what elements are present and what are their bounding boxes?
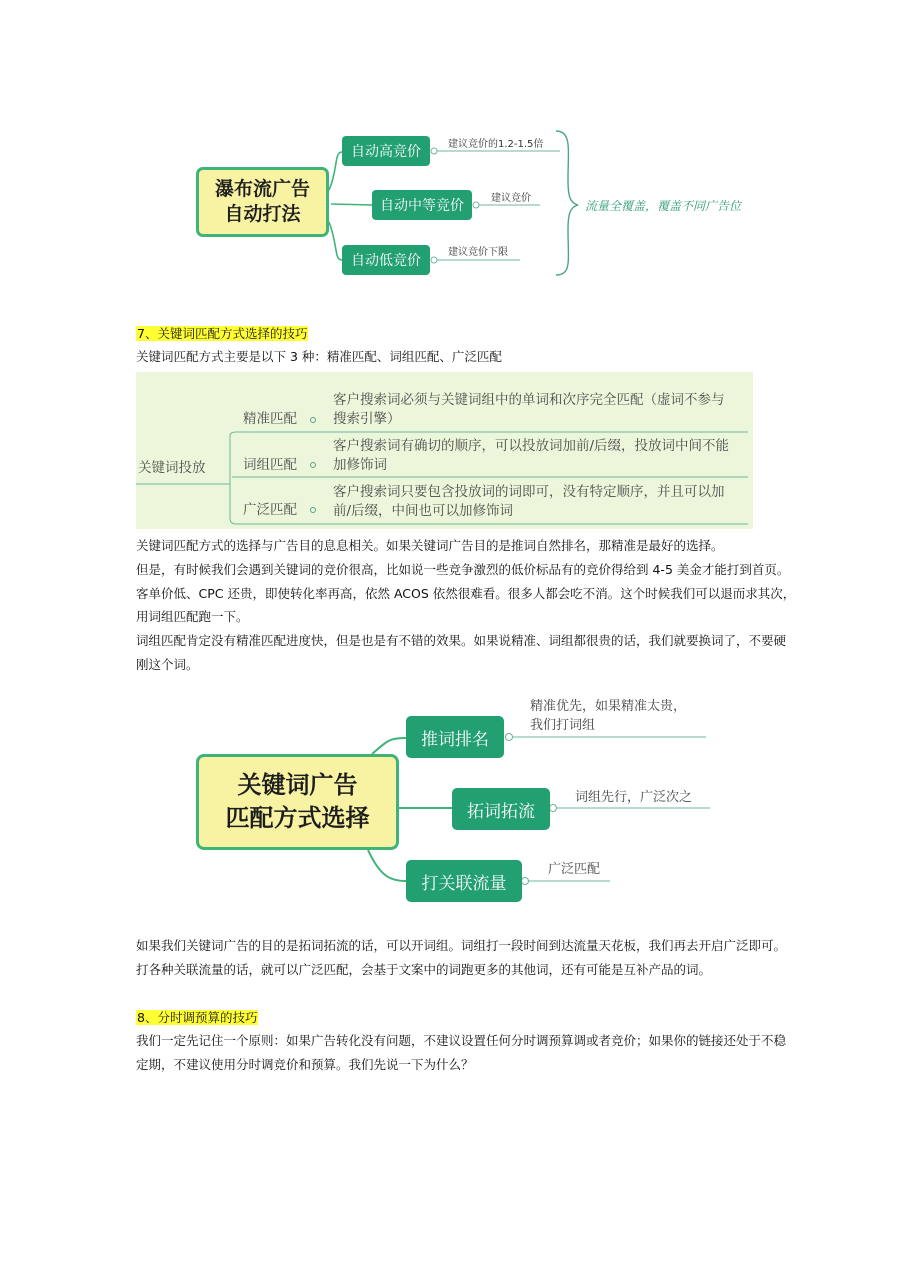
match-desc-broad-line2: 前/后缀，中间也可以加修饰词 <box>333 503 514 519</box>
diagram2-node-rank-label: 推词排名 <box>421 729 489 750</box>
paragraph-line: 刚这个词。 <box>136 657 199 672</box>
diagram1-node-mid-label: 自动中等竞价 <box>380 198 464 214</box>
paragraph-line: 关键词匹配方式的选择与广告目的息息相关。如果关键词广告目的是推词自然排名，那精准是最好的选择。 <box>136 538 724 553</box>
match-type-phrase: 词组匹配 <box>243 457 297 473</box>
diagram1-node-low-label: 自动低竞价 <box>351 253 421 269</box>
paragraph-line: 打各种关联流量的话，就可以广泛匹配，会基于文案中的词跑更多的其他词，还有可能是互补产品的词。 <box>136 962 712 977</box>
diagram1-note-high: 建议竞价的1.2-1.5倍 <box>448 139 544 150</box>
diagram1-node-high-label: 自动高竞价 <box>351 144 421 160</box>
diagram1-summary: 流量全覆盖，覆盖不同广告位 <box>585 199 742 213</box>
match-desc-exact-line1: 客户搜索词必须与关键词组中的单词和次序完全匹配（虚词不参与 <box>333 392 725 408</box>
diagram2-node-related-label: 打关联流量 <box>421 873 507 894</box>
section8-heading <box>136 1008 258 1028</box>
diagram1-note-low: 建议竞价下限 <box>448 247 508 258</box>
match-desc-exact-line2: 搜索引擎） <box>333 411 401 427</box>
diagram2-root-line2: 匹配方式选择 <box>225 804 370 832</box>
paragraph-line: 定期，不建议使用分时调竞价和预算。我们先说一下为什么？ <box>136 1057 474 1072</box>
paragraph-line: 我们一定先记住一个原则：如果广告转化没有问题，不建议设置任何分时调预算调或者竞价；如果你的链接还处于不稳 <box>136 1033 787 1048</box>
diagram2-note-rank-line1: 精准优先，如果精准太贵， <box>530 699 687 714</box>
match-type-broad: 广泛匹配 <box>243 502 297 518</box>
diagram2-root-line1: 关键词广告 <box>237 771 358 799</box>
paragraph-line: 如果我们关键词广告的目的是拓词拓流的话，可以开词组。词组打一段时间到达流量天花板，我们再去开启广泛即可。 <box>136 938 787 953</box>
section8-heading-text: 8、分时调预算的技巧 <box>137 1010 258 1025</box>
paragraph-line: 但是，有时候我们会遇到关键词的竞价很高，比如说一些竞争激烈的低价标品有的竞价得给到 4-5 美金才能打到首页。 <box>136 562 790 577</box>
diagram2-node-rank <box>406 716 504 758</box>
diagram2-note-rank-line2: 我们打词组 <box>530 718 596 733</box>
diagram2-root <box>196 754 399 850</box>
diagram2-node-expand <box>452 788 550 830</box>
paragraph-line: 客单价低、CPC 还贵，即使转化率再高，依然 ACOS 依然很难看。很多人都会吃不消。这个时候我们可以退而求其次， <box>136 586 796 601</box>
match-type-exact: 精准匹配 <box>243 411 297 427</box>
match-desc-phrase-line1: 客户搜索词有确切的顺序，可以投放词加前/后缀，投放词中间不能 <box>333 438 730 454</box>
match-desc-broad-line1: 客户搜索词只要包含投放词的词即可，没有特定顺序，并且可以加 <box>333 484 725 500</box>
match-diagram-root: 关键词投放 <box>138 460 206 476</box>
diagram1-root-line2: 自动打法 <box>224 203 301 225</box>
diagram2-note-rank <box>530 697 686 735</box>
diagram2-node-expand-label: 拓词拓流 <box>467 801 535 822</box>
diagram2-note-expand: 词组先行，广泛次之 <box>575 790 693 805</box>
paragraph-line: 词组匹配肯定没有精准匹配进度快，但是也是有不错的效果。如果说精准、词组都很贵的话，我们就要换词了，不要硬 <box>136 633 787 648</box>
diagram2-note-related: 广泛匹配 <box>548 862 601 877</box>
section7-heading-text: 7、关键词匹配方式选择的技巧 <box>137 326 308 341</box>
section7-intro: 关键词匹配方式主要是以下 3 种：精准匹配、词组匹配、广泛匹配 <box>136 349 502 364</box>
diagram1-note-mid: 建议竞价 <box>491 193 531 204</box>
diagram1-root-line1: 瀑布流广告 <box>214 178 310 200</box>
paragraph-line: 用词组匹配跑一下。 <box>136 609 249 624</box>
diagram2-node-related <box>406 860 522 902</box>
match-desc-phrase-line2: 加修饰词 <box>333 457 387 473</box>
